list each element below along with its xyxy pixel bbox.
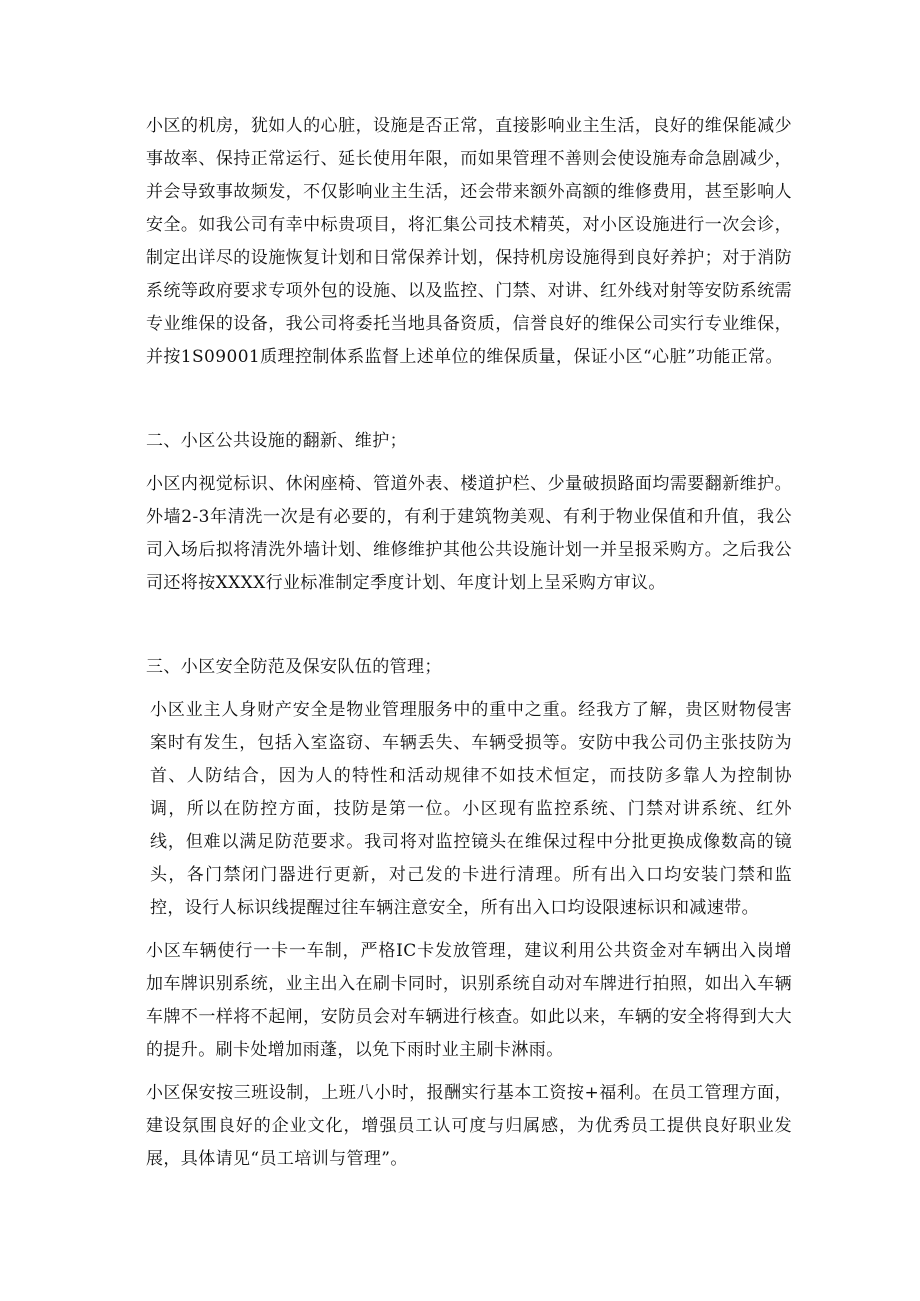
section-heading-2: 二、小区公共设施的翻新、维护； [146, 431, 407, 451]
paragraph-machine-room-text: 小区的机房，犹如人的心脏，设施是否正常，直接影响业主生活，良好的维保能减少事故率、保持正常运行、延长使用年限，而如果管理不善则会使设施寿命急剧减少，并会导致事故频发，不仅影响业主生活，还会带来额外高额的维修费用，甚至影响人安全。如我公司有幸中标贵项目，将汇集公司技术精英，对小区设施进行一次会诊，制定出详尽的设施恢复计划和日常保养计划，保持机房设施得到良好养护；对于消防系统等政府要求专项外包的设施、以及监控、门禁、对讲、红外线对射等安防系统需专业维保的设备，我公司将委托当地具备资质，信誉良好的维保公司实行专业维保，并按1S09001质理控制体系监督上述单位的维保质量，保证小区“心脏”功能正常。 [146, 116, 792, 367]
spacer [146, 374, 792, 425]
paragraph-vehicles: 小区车辆使行一卡一车制，严格IC卡发放管理，建议利用公共资金对车辆出入岗增加车牌识别系统，业主出入在刷卡同时，识别系统自动对车牌进行拍照，如出入车辆车牌不一样将不起闸，安防员会对车辆进行核查。如此以来，车辆的安全将得到大大的提升。刷卡处增加雨蓬，以免下雨时业主刷卡淋雨。 [146, 941, 792, 1060]
section-heading-3: 三、小区安全防范及保安队伍的管理； [146, 657, 442, 677]
document-page [146, 110, 792, 1176]
spacer [146, 458, 792, 468]
paragraph-machine-room [146, 110, 792, 374]
spacer [146, 684, 792, 694]
paragraph-guards: 小区保安按三班设制，上班八小时，报酬实行基本工资按+福利。在员工管理方面，建设氛围良好的企业文化，增强员工认可度与归属感，为优秀员工提供良好职业发展，具体请见“员工培训与管理”。 [146, 1083, 792, 1169]
spacer [146, 600, 792, 651]
spacer [146, 925, 792, 935]
paragraph-security: 小区业主人身财产安全是物业管理服务中的重中之重。经我方了解，贵区财物侵害案时有发生，包括入室盗窃、车辆丢失、车辆受损等。安防中我公司仍主张技防为首、人防结合，因为人的特性和活动规律不如技术恒定，而技防多靠人为控制协调，所以在防控方面，技防是第一位。小区现有监控系统、门禁对讲系统、红外线，但难以满足防范要求。我司将对监控镜头在维保过程中分批更换成像数高的镜头，各门禁闭门器进行更新，对己发的卡进行清理。所有出入口均安装门禁和监控，设行人标识线提醒过往车辆注意安全，所有出入口均设限速标识和减速带。 [150, 700, 792, 918]
spacer [146, 1067, 792, 1077]
paragraph-public-facilities: 小区内视觉标识、休闲座椅、管道外表、楼道护栏、少量破损路面均需要翻新维护。外墙2-3年清洗一次是有必要的，有利于建筑物美观、有利于物业保值和升值，我公司入场后拟将清洗外墙计划、维修维护其他公共设施计划一并呈报采购方。之后我公司还将按XXXX行业标准制定季度计划、年度计划上呈采购方审议。 [146, 474, 792, 593]
